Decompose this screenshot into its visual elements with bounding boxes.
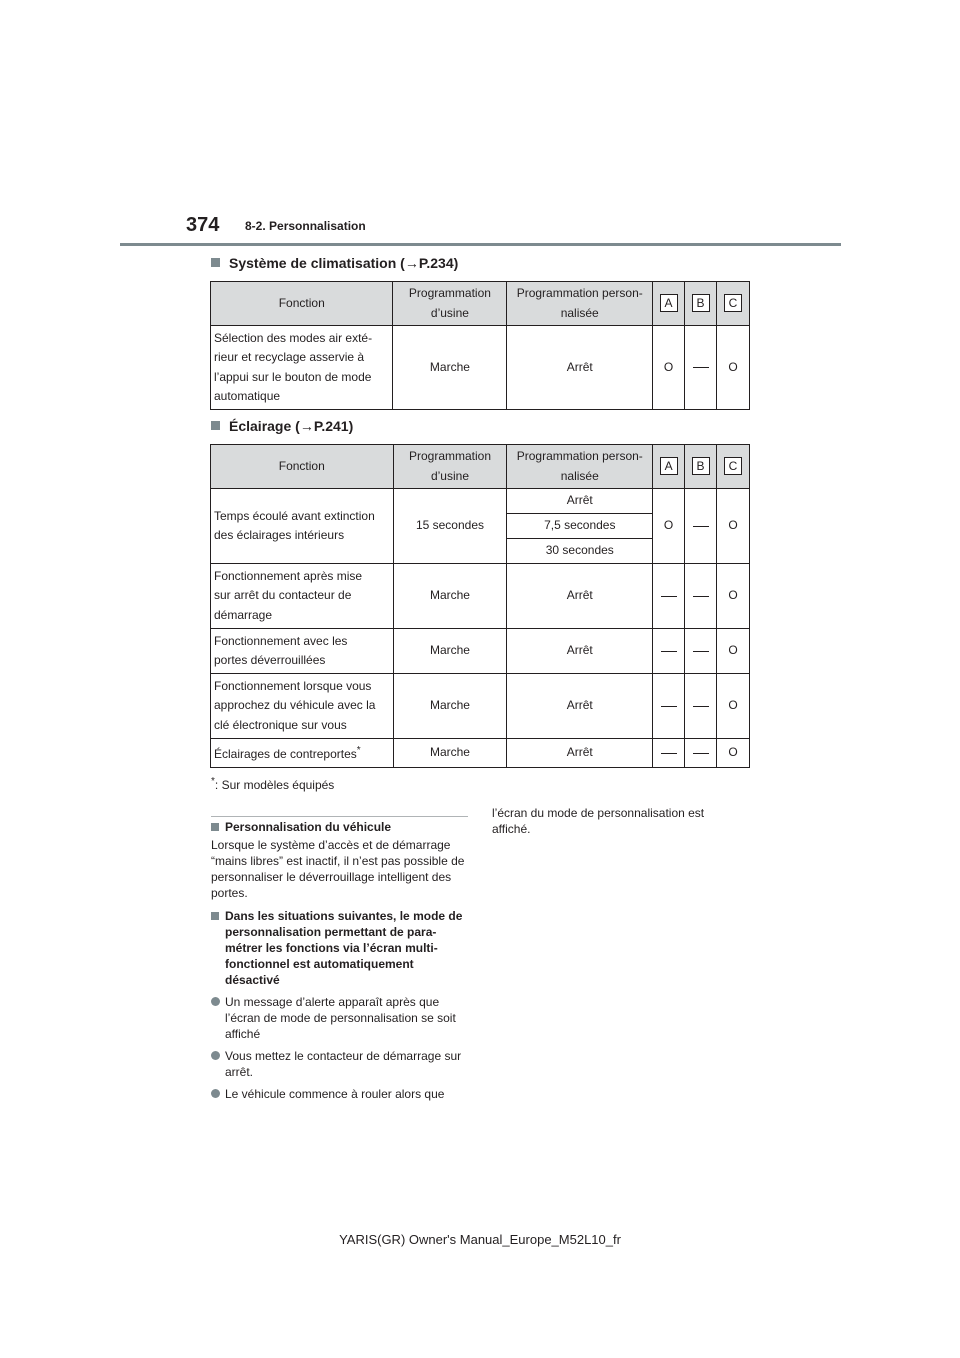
dash-icon — [693, 651, 709, 652]
row-perso-option: 7,5 secondes — [507, 514, 653, 539]
square-bullet-icon — [211, 823, 219, 831]
row-b — [685, 489, 717, 564]
row-a — [653, 739, 685, 768]
table-row — [211, 564, 750, 629]
row-perso-option: 30 secondes — [507, 539, 653, 564]
row-perso: Arrêt — [507, 564, 653, 629]
row-usine: Marche — [393, 674, 507, 739]
row-usine: Marche — [393, 326, 507, 410]
row-perso: Arrêt — [507, 674, 653, 739]
col-b — [685, 445, 717, 489]
col-b — [685, 282, 717, 326]
box-a: A — [660, 294, 678, 312]
col-a — [653, 282, 685, 326]
table-row — [211, 739, 750, 768]
note-text: Lorsque le système d’accès et de démarrage “mains libres” est inactif, il n’est pas possible de personnaliser le déverrouillage intelligent des portes. — [211, 838, 465, 900]
eclairage-table — [210, 444, 750, 768]
list-item-text: Le véhicule commence à rouler alors que — [225, 1087, 445, 1101]
table-row — [211, 489, 750, 514]
notes-separator — [211, 816, 468, 817]
col-c — [717, 445, 750, 489]
dash-icon — [661, 651, 677, 652]
row-a — [653, 674, 685, 739]
row-label: Fonctionnement avec les portes déverrouillées — [211, 629, 394, 674]
table-header-row — [211, 445, 750, 489]
row-c: O — [717, 739, 750, 768]
notes-right-column: l’écran du mode de personnalisation est affiché. — [492, 806, 705, 836]
square-bullet-icon — [211, 258, 220, 267]
square-bullet-icon — [211, 912, 219, 920]
eclairage-heading-text: Éclairage (→P.241) — [229, 418, 354, 434]
note-title: Dans les situations suivantes, le mode de personnalisation permettant de para-métrer les fonctions via l’écran multi-fonctionnel est automatiquement désactivé — [225, 909, 463, 987]
list-item — [211, 994, 471, 1042]
box-b: B — [692, 457, 710, 475]
note-personnalisation — [211, 819, 471, 835]
col-fonction: Fonction — [211, 282, 393, 326]
list-item-text: Vous mettez le contacteur de démarrage sur arrêt. — [225, 1049, 462, 1079]
list-item — [211, 1086, 471, 1102]
col-a — [653, 445, 685, 489]
col-perso: Programmation person- nalisée — [507, 445, 653, 489]
row-a: O — [653, 489, 685, 564]
row-c: O — [717, 489, 750, 564]
row-a — [653, 629, 685, 674]
row-c: O — [717, 629, 750, 674]
row-label-text: Éclairages de contreportes — [214, 747, 357, 762]
box-a: A — [660, 457, 678, 475]
row-usine: Marche — [393, 739, 507, 768]
row-b — [685, 739, 717, 768]
page-footer: YARIS(GR) Owner's Manual_Europe_M52L10_fr — [339, 1232, 621, 1247]
dash-icon — [693, 706, 709, 707]
row-b — [685, 674, 717, 739]
footnote-text: : Sur modèles équipés — [214, 778, 335, 792]
clim-heading — [211, 255, 458, 271]
circle-bullet-icon — [211, 1051, 220, 1060]
note-title: Personnalisation du véhicule — [225, 820, 392, 834]
row-b — [685, 564, 717, 629]
dash-icon — [693, 367, 709, 368]
clim-heading-text: Système de climatisation (→P.234) — [229, 255, 459, 271]
dash-icon — [661, 706, 677, 707]
table-header-row — [211, 282, 750, 326]
section-title: 8-2. Personnalisation — [245, 219, 366, 233]
col-c — [717, 282, 750, 326]
table-row — [211, 629, 750, 674]
row-b — [685, 629, 717, 674]
box-b: B — [692, 294, 710, 312]
notes-left-column — [211, 819, 471, 1102]
row-label: Fonctionnement après mise sur arrêt du contacteur de démarrage — [211, 564, 394, 629]
row-a — [653, 564, 685, 629]
table-row — [211, 326, 750, 410]
row-usine: Marche — [393, 564, 507, 629]
square-bullet-icon — [211, 421, 220, 430]
col-fonction: Fonction — [211, 445, 394, 489]
dash-icon — [693, 596, 709, 597]
table-row — [211, 674, 750, 739]
header-rule — [120, 243, 841, 246]
footnote — [211, 776, 334, 792]
row-perso-option: Arrêt — [507, 489, 653, 514]
dash-icon — [661, 596, 677, 597]
row-perso: Arrêt — [507, 326, 653, 410]
col-usine: Programmation d’usine — [393, 445, 507, 489]
row-c: O — [717, 326, 750, 410]
row-label — [211, 739, 394, 768]
row-perso: Arrêt — [507, 739, 653, 768]
dash-icon — [693, 526, 709, 527]
row-a: O — [653, 326, 685, 410]
row-perso: Arrêt — [507, 629, 653, 674]
row-label: Fonctionnement lorsque vous approchez du véhicule avec la clé électronique sur vous — [211, 674, 394, 739]
box-c: C — [724, 457, 742, 475]
circle-bullet-icon — [211, 1089, 220, 1098]
note-situations — [211, 908, 471, 988]
row-label: Sélection des modes air exté- rieur et recyclage asservie à l’appui sur le bouton de mode automatique — [211, 326, 393, 410]
clim-table — [210, 281, 750, 410]
footnote-marker: * — [356, 745, 361, 757]
list-item — [211, 1048, 471, 1080]
row-usine: Marche — [393, 629, 507, 674]
eclairage-heading — [211, 418, 353, 434]
row-usine: 15 secondes — [393, 489, 507, 564]
dash-icon — [693, 753, 709, 754]
circle-bullet-icon — [211, 997, 220, 1006]
col-usine: Programmation d’usine — [393, 282, 507, 326]
row-c: O — [717, 564, 750, 629]
list-item-text: Un message d’alerte apparaît après que l’écran de mode de personnalisation se soit affiché — [225, 995, 456, 1041]
col-perso: Programmation person- nalisée — [507, 282, 653, 326]
row-b — [685, 326, 717, 410]
footnote-mark: * — [211, 776, 215, 787]
row-c: O — [717, 674, 750, 739]
dash-icon — [661, 753, 677, 754]
page-number: 374 — [186, 214, 220, 236]
box-c: C — [724, 294, 742, 312]
row-label: Temps écoulé avant extinction des éclairages intérieurs — [211, 489, 394, 564]
